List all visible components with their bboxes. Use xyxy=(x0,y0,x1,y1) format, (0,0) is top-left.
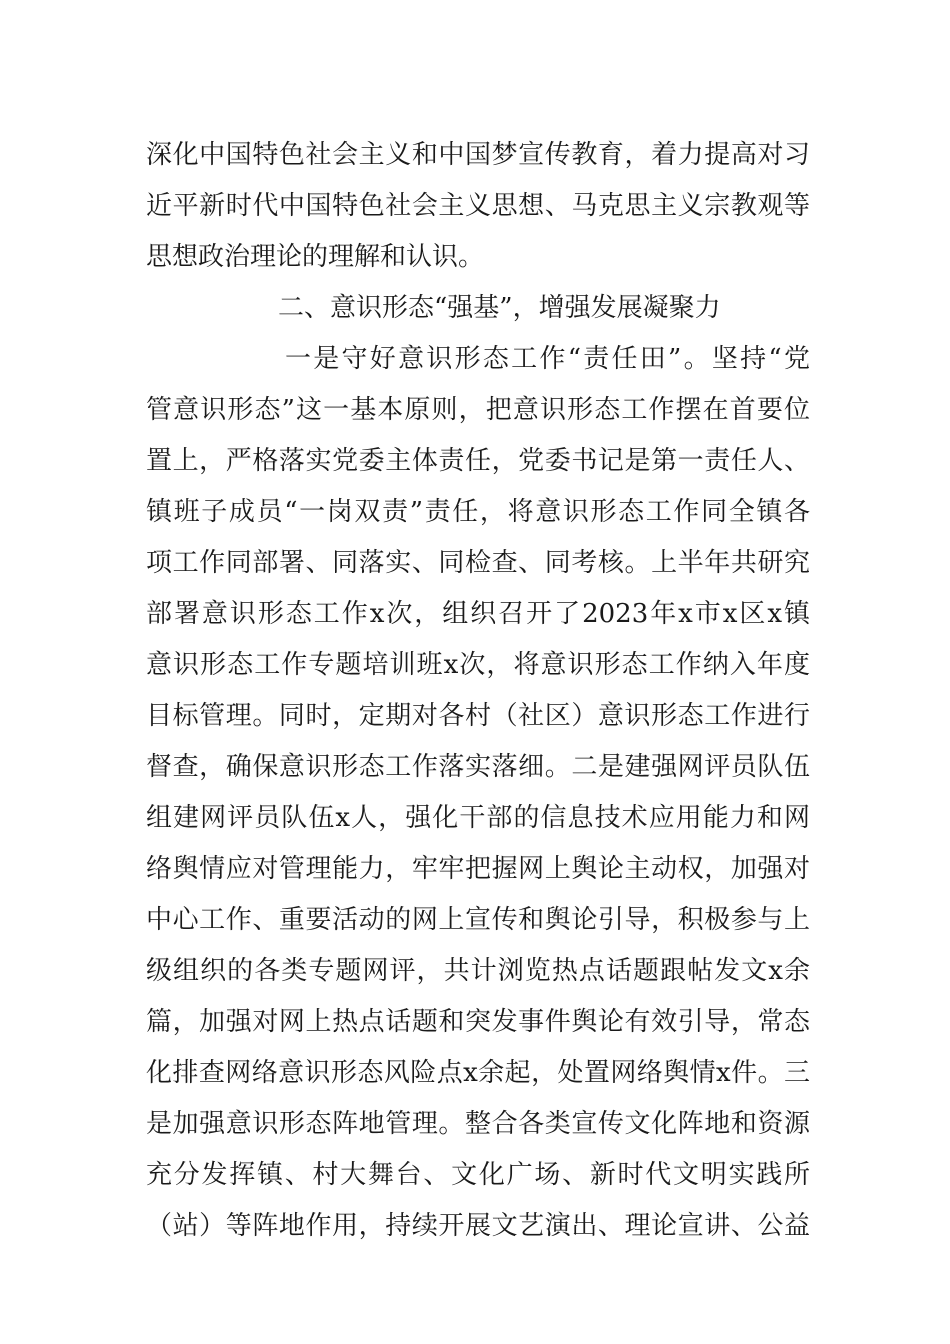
paragraph-line: 部署意识形态工作x次，组织召开了2023年x市x区x镇 xyxy=(146,599,810,629)
paragraph-line: 络舆情应对管理能力，牢牢把握网上舆论主动权，加强对 xyxy=(146,854,810,884)
paragraph-line: 中心工作、重要活动的网上宣传和舆论引导，积极参与上 xyxy=(146,905,810,935)
paragraph-line: 管意识形态”这一基本原则，把意识形态工作摆在首要位 xyxy=(146,395,810,425)
paragraph-line: 置上，严格落实党委主体责任，党委书记是第一责任人、 xyxy=(146,446,810,476)
paragraph-line: 篇，加强对网上热点话题和突发事件舆论有效引导，常态 xyxy=(146,1007,810,1037)
paragraph-line: 目标管理。同时，定期对各村（社区）意识形态工作进行 xyxy=(146,701,810,731)
paragraph-line: 督查，确保意识形态工作落实落细。二是建强网评员队伍 xyxy=(146,752,810,782)
paragraph-line: 级组织的各类专题网评，共计浏览热点话题跟帖发文x余 xyxy=(146,956,810,986)
paragraph-line: 化排查网络意识形态风险点x余起，处置网络舆情x件。三 xyxy=(146,1058,810,1088)
paragraph-line: 深化中国特色社会主义和中国梦宣传教育，着力提高对习 xyxy=(146,140,810,170)
paragraph-line: 意识形态工作专题培训班x次，将意识形态工作纳入年度 xyxy=(146,650,810,680)
paragraph-line: 项工作同部署、同落实、同检查、同考核。上半年共研究 xyxy=(146,548,810,578)
paragraph-line: 充分发挥镇、村大舞台、文化广场、新时代文明实践所 xyxy=(146,1160,810,1190)
paragraph-line: 近平新时代中国特色社会主义思想、马克思主义宗教观等 xyxy=(146,191,810,221)
paragraph-line: 一是守好意识形态工作“责任田”。坚持“党 xyxy=(285,344,810,374)
paragraph-line: （站）等阵地作用，持续开展文艺演出、理论宣讲、公益 xyxy=(146,1211,810,1241)
paragraph-line: 是加强意识形态阵地管理。整合各类宣传文化阵地和资源 xyxy=(146,1109,810,1139)
paragraph-line: 组建网评员队伍x人，强化干部的信息技术应用能力和网 xyxy=(146,803,810,833)
paragraph-line: 思想政治理论的理解和认识。 xyxy=(146,242,485,272)
section-heading: 二、意识形态“强基”，增强发展凝聚力 xyxy=(278,293,721,323)
paragraph-line: 镇班子成员“一岗双责”责任，将意识形态工作同全镇各 xyxy=(146,497,810,527)
